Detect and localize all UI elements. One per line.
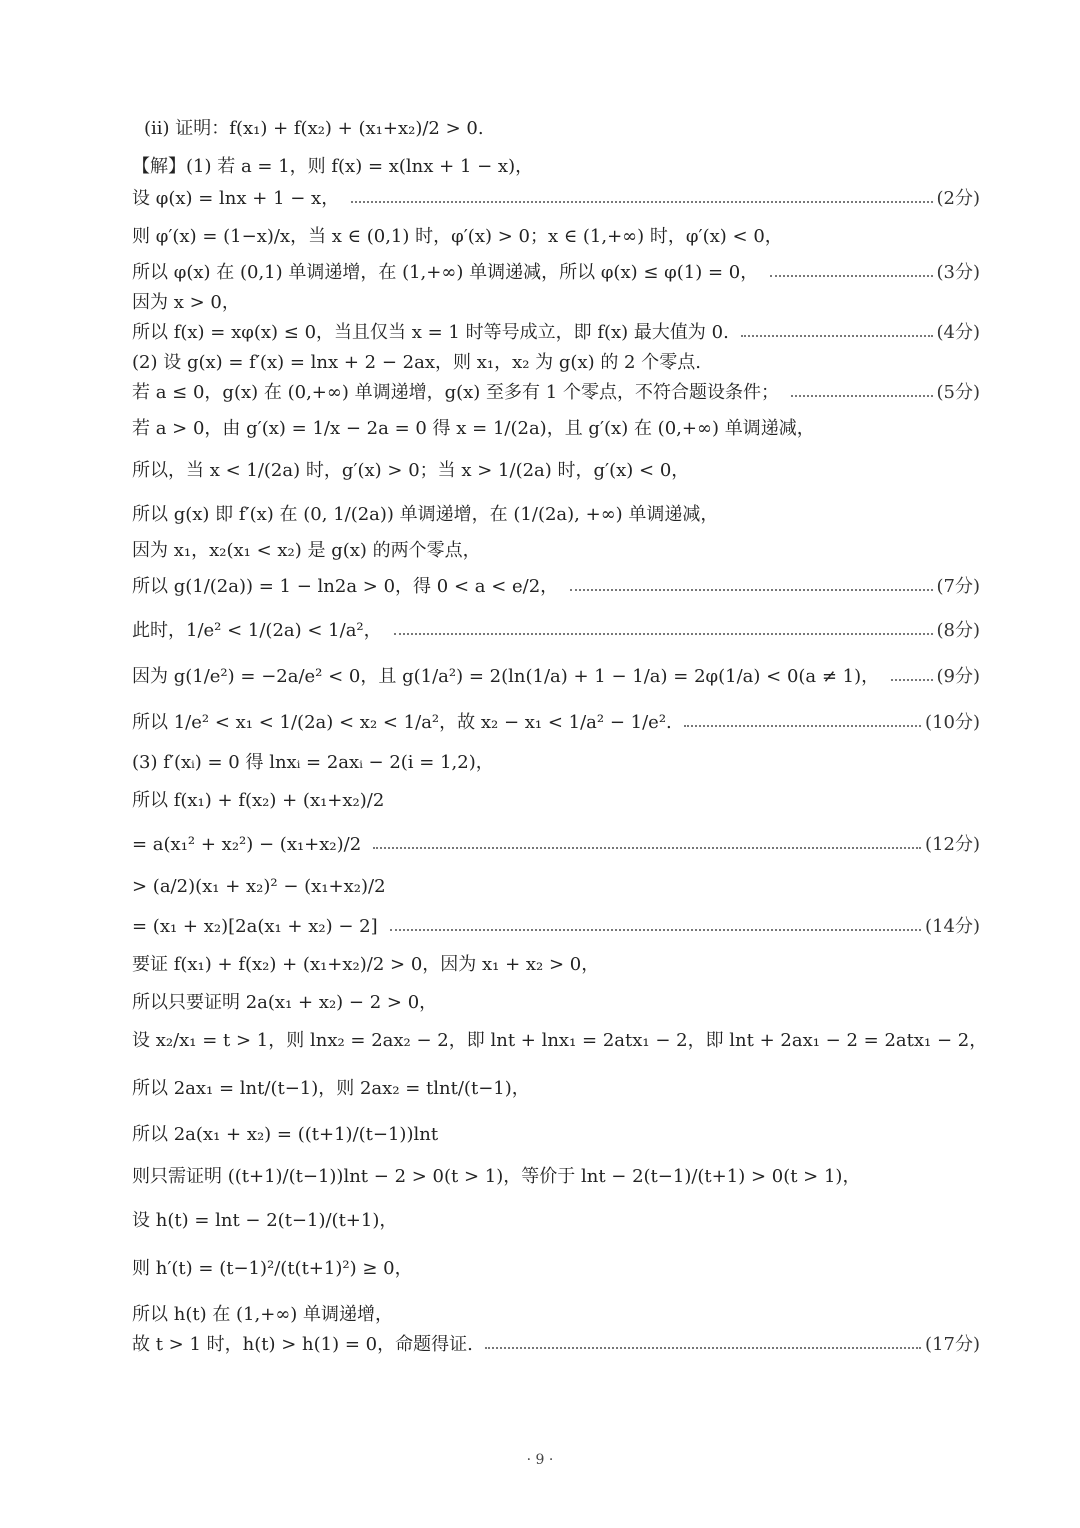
line-text: 所以 h(t) 在 (1,+∞) 单调递增， bbox=[132, 1304, 394, 1325]
line-text: 所以 f(x) = xφ(x) ≤ 0，当且仅当 x = 1 时等号成立，即 f(x) 最大值为 0. bbox=[132, 322, 729, 343]
dot-leader bbox=[373, 847, 921, 849]
score-label: (4分) bbox=[936, 322, 980, 343]
line-text: 所以 1/e² < x₁ < 1/(2a) < x₂ < 1/a²，故 x₂ − x₁ < 1/a² − 1/e². bbox=[132, 712, 672, 733]
dot-leader bbox=[891, 679, 932, 681]
dot-leader bbox=[390, 929, 921, 931]
problem-part-ii bbox=[144, 118, 980, 140]
solution-line bbox=[132, 540, 980, 562]
line-text: > (a/2)(x₁ + x₂)² − (x₁+x₂)/2 bbox=[132, 876, 386, 897]
line-text: 则只需证明 ((t+1)/(t−1))lnt − 2 > 0(t > 1)，等价于 lnt − 2(t−1)/(t+1) > 0(t > 1)， bbox=[132, 1166, 861, 1187]
score-label: (9分) bbox=[936, 666, 980, 687]
score-label: (5分) bbox=[936, 382, 980, 403]
dot-leader bbox=[351, 201, 932, 203]
solution-line bbox=[132, 226, 980, 248]
line-text: 要证 f(x₁) + f(x₂) + (x₁+x₂)/2 > 0，因为 x₁ + x₂ > 0， bbox=[132, 954, 600, 975]
line-text: 所以只要证明 2a(x₁ + x₂) − 2 > 0， bbox=[132, 992, 438, 1013]
line-text: = (x₁ + x₂)[2a(x₁ + x₂) − 2] bbox=[132, 916, 378, 937]
solution-line bbox=[132, 916, 980, 938]
solution-line bbox=[132, 620, 980, 642]
line-text: 【解】(1) 若 a = 1，则 f(x) = x(lnx + 1 − x)， bbox=[132, 156, 534, 177]
line-text: 设 x₂/x₁ = t > 1，则 lnx₂ = 2ax₂ − 2，即 lnt + lnx₁ = 2atx₁ − 2，即 lnt + 2ax₁ − 2 = 2atx₁ − 2， bbox=[132, 1030, 988, 1051]
line-text: 若 a > 0，由 g′(x) = 1/x − 2a = 0 得 x = 1/(2a)，且 g′(x) 在 (0,+∞) 单调递减， bbox=[132, 418, 815, 439]
solution-line bbox=[132, 262, 980, 284]
line-text: 设 h(t) = lnt − 2(t−1)/(t+1)， bbox=[132, 1210, 398, 1231]
solution-line bbox=[132, 352, 980, 374]
dot-leader bbox=[791, 395, 933, 397]
solution-line bbox=[132, 992, 980, 1014]
line-text: 所以 2a(x₁ + x₂) = ((t+1)/(t−1))lnt bbox=[132, 1124, 439, 1145]
dot-leader bbox=[684, 725, 921, 727]
line-text: (2) 设 g(x) = f′(x) = lnx + 2 − 2ax，则 x₁，x₂ 为 g(x) 的 2 个零点. bbox=[132, 352, 701, 373]
line-text: = a(x₁² + x₂²) − (x₁+x₂)/2 bbox=[132, 834, 362, 855]
solution-line bbox=[132, 188, 980, 210]
line-text: 故 t > 1 时，h(t) > h(1) = 0，命题得证. bbox=[132, 1334, 473, 1355]
line-text: 所以 2ax₁ = lnt/(t−1)，则 2ax₂ = tlnt/(t−1)， bbox=[132, 1078, 530, 1099]
solution-line bbox=[132, 382, 980, 404]
solution-line bbox=[132, 834, 980, 856]
solution-line bbox=[132, 460, 980, 482]
line-text: 若 a ≤ 0，g(x) 在 (0,+∞) 单调递增，g(x) 至多有 1 个零点，不符合题设条件； bbox=[132, 382, 779, 403]
solution-line bbox=[132, 712, 980, 734]
solution-line bbox=[132, 1078, 980, 1100]
solution-line bbox=[132, 1334, 980, 1356]
solution-line bbox=[132, 292, 980, 314]
solution-line bbox=[132, 1030, 988, 1052]
line-text: 则 h′(t) = (t−1)²/(t(t+1)²) ≥ 0， bbox=[132, 1258, 413, 1279]
line-text: 所以 f(x₁) + f(x₂) + (x₁+x₂)/2 bbox=[132, 790, 385, 811]
score-label: (12分) bbox=[925, 834, 980, 855]
line-text: 因为 x > 0， bbox=[132, 292, 240, 313]
score-label: (8分) bbox=[936, 620, 980, 641]
dot-leader bbox=[770, 275, 932, 277]
line-text: 所以 φ(x) 在 (0,1) 单调递增，在 (1,+∞) 单调递减，所以 φ(x) ≤ φ(1) = 0， bbox=[132, 262, 759, 283]
solution-line bbox=[132, 954, 980, 976]
line-text: (ii) 证明：f(x₁) + f(x₂) + (x₁+x₂)/2 > 0. bbox=[144, 118, 484, 139]
line-text: 设 φ(x) = lnx + 1 − x， bbox=[132, 188, 340, 209]
line-text: 因为 x₁，x₂(x₁ < x₂) 是 g(x) 的两个零点， bbox=[132, 540, 481, 561]
score-label: (3分) bbox=[936, 262, 980, 283]
solution-line bbox=[132, 156, 980, 178]
score-label: (7分) bbox=[936, 576, 980, 597]
line-text: 所以 g(x) 即 f′(x) 在 (0, 1/(2a)) 单调递增，在 (1/(2a), +∞) 单调递减， bbox=[132, 504, 719, 525]
score-label: (14分) bbox=[925, 916, 980, 937]
solution-line bbox=[132, 666, 980, 688]
line-text: (3) f′(xᵢ) = 0 得 lnxᵢ = 2axᵢ − 2(i = 1,2)， bbox=[132, 752, 494, 773]
dot-leader bbox=[394, 633, 933, 635]
score-label: (17分) bbox=[925, 1334, 980, 1355]
line-text: 所以 g(1/(2a)) = 1 − ln2a > 0，得 0 < a < e/2， bbox=[132, 576, 559, 597]
page-number: · 9 · bbox=[526, 1452, 554, 1468]
solution-line bbox=[132, 1210, 980, 1232]
solution-line bbox=[132, 418, 980, 440]
solution-line bbox=[132, 322, 980, 344]
line-text: 所以，当 x < 1/(2a) 时，g′(x) > 0；当 x > 1/(2a) 时，g′(x) < 0， bbox=[132, 460, 690, 481]
solution-line bbox=[132, 504, 980, 526]
solution-line bbox=[132, 752, 980, 774]
solution-line bbox=[132, 790, 980, 812]
line-text: 因为 g(1/e²) = −2a/e² < 0，且 g(1/a²) = 2(ln(1/a) + 1 − 1/a) = 2φ(1/a) < 0(a ≠ 1)， bbox=[132, 666, 880, 687]
solution-line bbox=[132, 1124, 980, 1146]
dot-leader bbox=[570, 589, 932, 591]
line-text: 此时，1/e² < 1/(2a) < 1/a²， bbox=[132, 620, 382, 641]
solution-line bbox=[132, 1304, 980, 1326]
score-label: (10分) bbox=[925, 712, 980, 733]
solution-line bbox=[132, 1258, 980, 1280]
line-text: 则 φ′(x) = (1−x)/x，当 x ∈ (0,1) 时，φ′(x) > 0；x ∈ (1,+∞) 时，φ′(x) < 0， bbox=[132, 226, 783, 247]
solution-line bbox=[132, 876, 980, 898]
solution-line bbox=[132, 576, 980, 598]
solution-line bbox=[132, 1166, 980, 1188]
score-label: (2分) bbox=[936, 188, 980, 209]
dot-leader bbox=[485, 1347, 921, 1349]
dot-leader bbox=[741, 335, 933, 337]
